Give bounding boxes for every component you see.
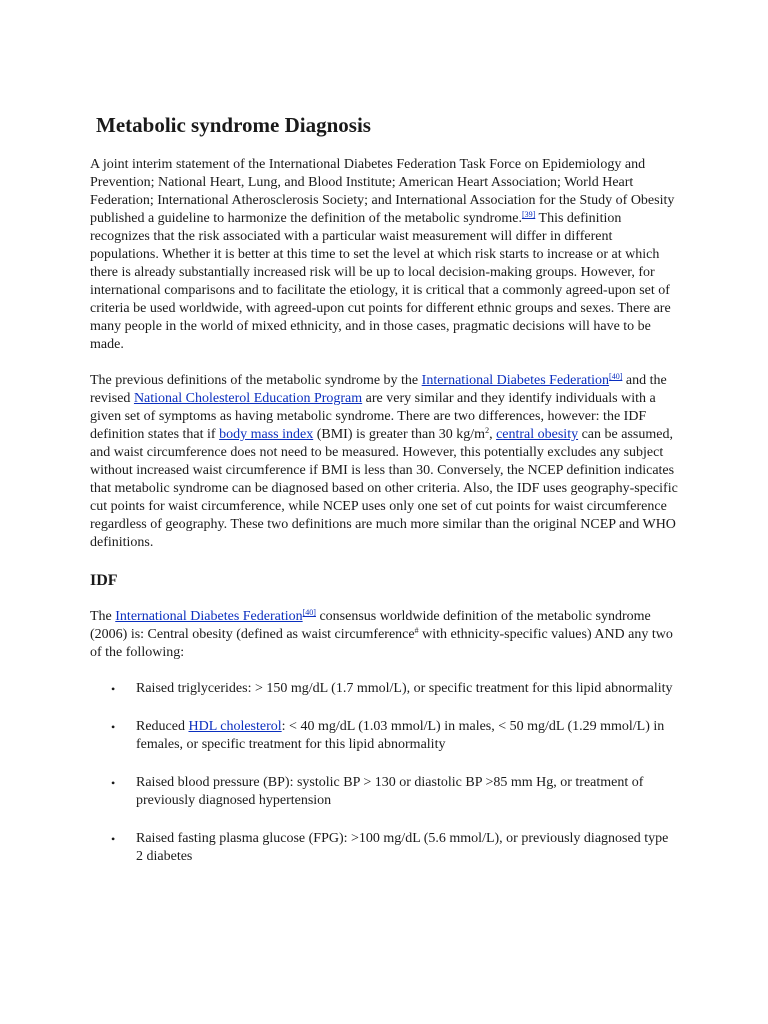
link-hdl-cholesterol[interactable]: HDL cholesterol	[188, 719, 282, 734]
bullet-icon: •	[111, 776, 116, 790]
section-heading-idf: IDF	[90, 572, 118, 589]
reference-link-39[interactable]: [39]	[521, 210, 536, 219]
paragraph-text: The previous definitions of the metabolic syndrome by the	[90, 373, 422, 388]
paragraph-previous-definitions	[90, 372, 678, 552]
paragraph-text: can be assumed, and waist circumference does not need to be measured. However, this potentially excludes any subject without increased waist circumference if BMI is less than 30. Conversely, the NCEP definition indicates that metabolic syndrome can be diagnosed based on other criteria. Also, the IDF uses geography-specific cut points for waist circumference, while NCEP uses only one set of cut points for waist circumference regardless of geography. These two definitions are much more similar than the original NCEP and WHO definitions.	[90, 427, 678, 550]
paragraph-text: are very similar and they identify individuals with a given set of symptoms as having metabolic syndrome. There are two differences, however: the IDF definition states that if	[90, 391, 656, 442]
paragraph-text: This definition recognizes that the risk associated with a particular waist measurement will differ in different populations. Whether it is better at this time to set the level at which risk starts to increase or at which there is already substantially increased risk will be up to local decision-making groups. However, for international comparisons and to facilitate the etiology, it is critical that a commonly agreed-upon set of criteria be used worldwide, with agreed-upon cut points for different ethnic groups and sexes. There are many people in the world of mixed ethnicity, and in those cases, pragmatic decisions will have to be made.	[90, 211, 671, 352]
paragraph-harmonized-definition	[90, 156, 678, 354]
reference-link-40[interactable]: [40]	[609, 372, 623, 381]
list-item-text: Raised blood pressure (BP): systolic BP > 130 or diastolic BP >85 mm Hg, or treatment of previously diagnosed hypertension	[136, 775, 644, 808]
list-item-text: Raised triglycerides: > 150 mg/dL (1.7 mmol/L), or specific treatment for this lipid abnormality	[136, 681, 673, 696]
document-page	[90, 112, 678, 886]
list-item	[111, 774, 678, 810]
paragraph-text: with ethnicity-specific values) AND any two of the following:	[90, 627, 673, 660]
bullet-icon: •	[111, 682, 116, 696]
list-item-text: Raised fasting plasma glucose (FPG): >100 mg/dL (5.6 mmol/L), or previously diagnosed type 2 diabetes	[136, 831, 669, 864]
superscript-2: 2	[485, 426, 490, 435]
list-item	[111, 718, 678, 754]
page-title: Metabolic syndrome Diagnosis	[96, 113, 371, 137]
paragraph-text: and the revised	[90, 373, 667, 406]
bullet-icon: •	[111, 832, 116, 846]
list-item-text: : < 40 mg/dL (1.03 mmol/L) in males, < 50 mg/dL (1.29 mmol/L) in females, or specific treatment for this lipid abnormality	[136, 719, 665, 752]
paragraph-text: consensus worldwide definition of the metabolic syndrome (2006) is: Central obesity (defined as waist circumference	[90, 609, 651, 642]
bullet-icon: •	[111, 720, 116, 734]
paragraph-text: The	[90, 609, 116, 624]
paragraph-text: (BMI) is greater than 30 kg/m	[313, 427, 486, 442]
superscript-hash: #	[414, 626, 419, 635]
link-body-mass-index[interactable]: body mass index	[219, 427, 314, 442]
paragraph-text: ,	[489, 427, 497, 442]
link-national-cholesterol-education-program[interactable]: National Cholesterol Education Program	[133, 391, 363, 406]
list-item	[111, 680, 678, 698]
reference-link-40[interactable]: [40]	[302, 608, 316, 617]
link-international-diabetes-federation[interactable]: International Diabetes Federation	[421, 373, 610, 388]
paragraph-text: A joint interim statement of the International Diabetes Federation Task Force on Epidemiology and Prevention; National Heart, Lung, and Blood Institute; American Heart Association; World Heart Federation; International Atherosclerosis Society; and International Association for the Study of Obesity published a guideline to harmonize the definition of the metabolic syndrome.	[90, 157, 675, 226]
paragraph-idf-definition	[90, 608, 678, 662]
link-international-diabetes-federation[interactable]: International Diabetes Federation	[115, 609, 303, 624]
link-central-obesity[interactable]: central obesity	[496, 427, 579, 442]
list-item-text: Reduced	[136, 719, 189, 734]
list-item	[111, 830, 678, 866]
criteria-list	[90, 680, 678, 866]
